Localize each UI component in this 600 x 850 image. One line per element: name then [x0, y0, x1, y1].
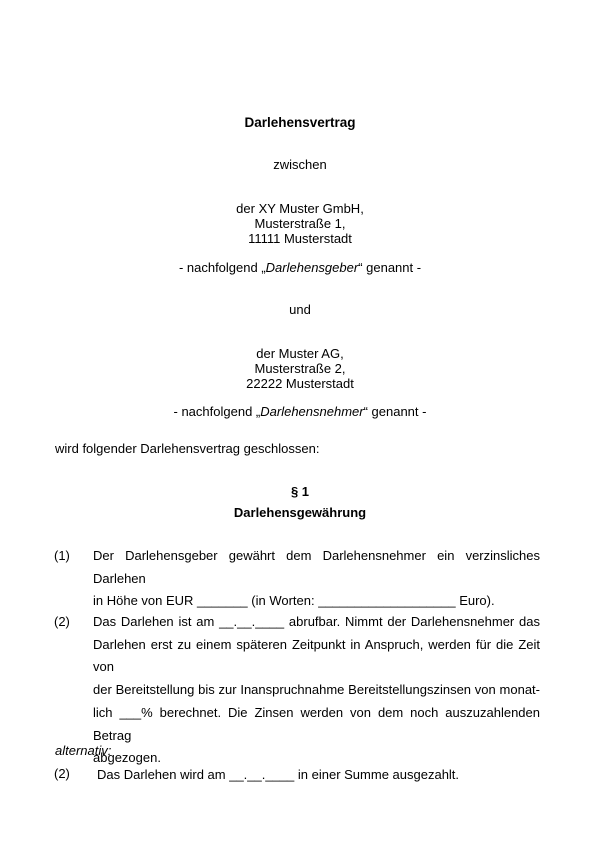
between-label: zwischen [273, 157, 327, 172]
borrower-street: Musterstraße 2, [254, 361, 346, 376]
borrower-address [0, 346, 600, 391]
paragraph-1-line: Der Darlehensgeber gewährt dem Darlehensnehmer ein verzinsliches Darlehen [93, 548, 540, 586]
borrower-role-name: Darlehensnehmer [260, 404, 364, 419]
lender-role-suffix: “ genannt - [358, 260, 422, 275]
paragraph-1-number: (1) [54, 548, 70, 563]
lender-role-name: Darlehensgeber [265, 260, 359, 275]
lender-role-prefix: - nachfolgend „ [178, 260, 266, 275]
lender-street: Musterstraße 1, [254, 216, 346, 231]
borrower-name: der Muster AG, [256, 346, 344, 361]
section-number: § 1 [290, 484, 310, 499]
paragraph-2-text [93, 611, 540, 770]
document-title: Darlehensvertrag [244, 115, 356, 130]
paragraph-1-line: in Höhe von EUR _______ (in Worten: ___________________ Euro). [93, 593, 495, 609]
borrower-role-suffix: “ genannt - [363, 404, 427, 419]
lender-address [0, 201, 600, 246]
borrower-role [0, 404, 600, 419]
alternative-label-text: alternativ: [55, 743, 112, 758]
lender-city: 11111 Musterstadt [248, 231, 352, 246]
alternative-text: Das Darlehen wird am __.__.____ in einer Summe ausgezahlt. [97, 767, 460, 782]
alternative-number: (2) [54, 766, 70, 781]
paragraph-2-line: Darlehen erst zu einem späteren Zeitpunkt in Anspruch, werden für die Zeit von [93, 636, 540, 675]
intro-sentence: wird folgender Darlehensvertrag geschlossen: [55, 441, 320, 456]
paragraph-2-line: Das Darlehen ist am __.__.____ abrufbar. Nimmt der Darlehensnehmer das [93, 614, 540, 629]
paragraph-2-line: abgezogen. [93, 750, 161, 766]
paragraph-2-line: lich ___% berechnet. Die Zinsen werden von dem noch auszuzahlenden Betrag [93, 704, 540, 743]
section-heading: Darlehensgewährung [233, 505, 367, 520]
paragraph-1-text [93, 545, 540, 613]
lender-name: der XY Muster GmbH, [236, 201, 364, 216]
borrower-city: 22222 Musterstadt [246, 376, 354, 391]
lender-role [0, 260, 600, 275]
alternative-label [55, 743, 111, 758]
paragraph-2-line: der Bereitstellung bis zur Inanspruchnahme Bereitstellungszinsen von monat- [93, 682, 540, 698]
borrower-role-prefix: - nachfolgend „ [173, 404, 261, 419]
and-label: und [289, 302, 311, 317]
paragraph-2-number: (2) [54, 614, 70, 629]
